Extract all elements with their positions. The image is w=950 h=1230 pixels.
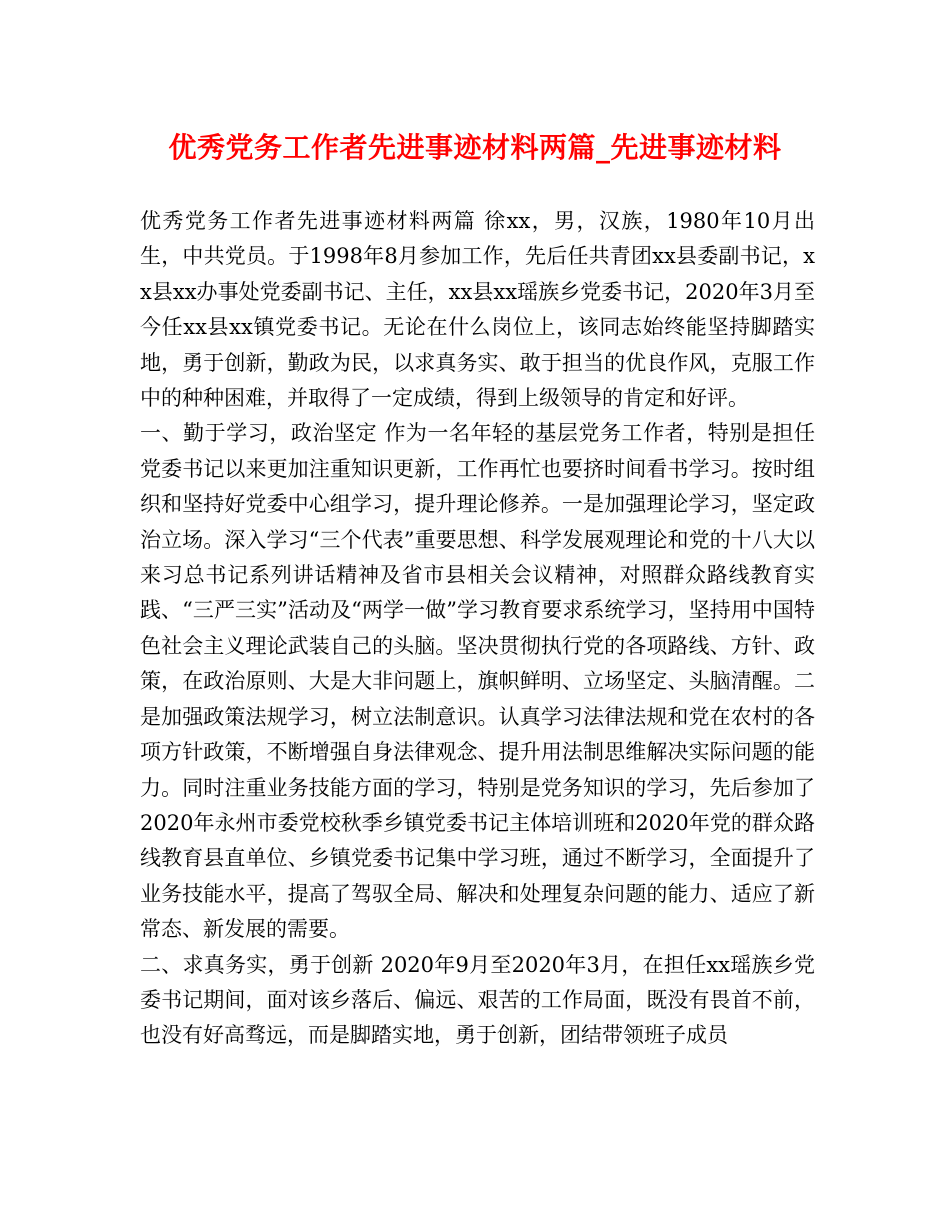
document-title: 优秀党务工作者先进事迹材料两篇_先进事迹材料 (168, 131, 782, 164)
document-body (140, 204, 815, 1054)
paragraph-section-2: 二、求真务实，勇于创新 2020年9月至2020年3月，在担任xx瑶族乡党委书记期间，面对该乡落后、偏远、艰苦的工作局面，既没有畏首不前，也没有好高骛远，而是脚踏实地，勇于创新，团结带领班子成员 (140, 952, 815, 1048)
paragraph-section-1: 一、勤于学习，政治坚定 作为一名年轻的基层党务工作者，特别是担任党委书记以来更加注重知识更新，工作再忙也要挤时间看书学习。按时组织和坚持好党委中心组学习，提升理论修养。一是加强理论学习，坚定政治立场。深入学习“三个代表”重要思想、科学发展观理论和党的十八大以来习总书记系列讲话精神及省市县相关会议精神，对照群众路线教育实践、“三严三实”活动及“两学一做”学习教育要求系统学习，坚持用中国特色社会主义理论武装自己的头脑。坚决贯彻执行党的各项路线、方针、政策，在政治原则、大是大非问题上，旗帜鲜明、立场坚定、头脑清醒。二是加强政策法规学习，树立法制意识。认真学习法律法规和党在农村的各项方针政策，不断增强自身法律观念、提升用法制思维解决实际问题的能力。同时注重业务技能方面的学习，特别是党务知识的学习，先后参加了2020年永州市委党校秋季乡镇党委书记主体培训班和2020年党的群众路线教育县直单位、乡镇党委书记集中学习班，通过不断学习，全面提升了业务技能水平，提高了驾驭全局、解决和处理复杂问题的能力、适应了新常态、新发展的需要。 (140, 421, 815, 942)
paragraph-intro: 优秀党务工作者先进事迹材料两篇 徐xx，男，汉族，1980年10月出生，中共党员。于1998年8月参加工作，先后任共青团xx县委副书记，xx县xx办事处党委副书记、主任，xx县xx瑶族乡党委书记，2020年3月至今任xx县xx镇党委书记。无论在什么岗位上，该同志始终能坚持脚踏实地，勇于创新，勤政为民，以求真务实、敢于担当的优良作风，克服工作中的种种困难，并取得了一定成绩，得到上级领导的肯定和好评。 (140, 209, 815, 411)
